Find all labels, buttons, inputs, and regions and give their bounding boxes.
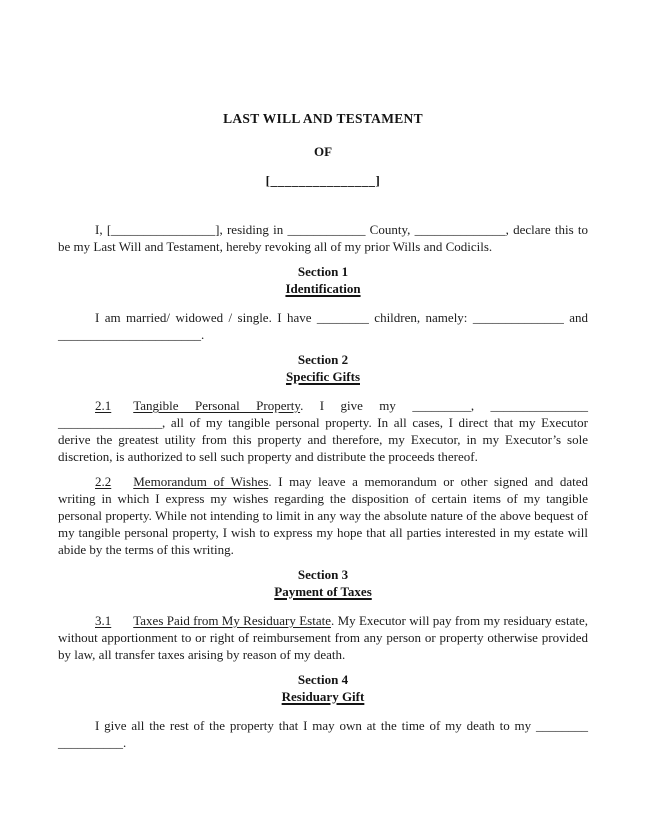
clause-3-1-text: . My Executor will pay from my residuary estate, without apportionment to or right of reimbursement from any person or property otherwise provided by law, all transfer taxes arising by reason of my death. [58, 613, 588, 662]
clause-2-2-text: . I may leave a memorandum or other signed and dated writing in which I express my wishes regarding the disposition of certain items of my tangible personal property. While not intending to limit in any way the absolute nature of the above bequest of my tangible personal property, I wish to express my hope that all parties interested in my estate will abide by the terms of this writing. [58, 474, 589, 557]
section-1-title: Identification [285, 281, 361, 296]
intro-paragraph: I, [________________], residing in ____________ County, ______________, declare this to be my Last Will and Testament, hereby revoking all of my prior Wills and Codicils. [58, 222, 588, 254]
document-title: LAST WILL AND TESTAMENT [223, 111, 423, 126]
section-3-heading [58, 566, 588, 600]
clause-3-1-paragraph [58, 612, 588, 663]
testator-name-blank: [_______________] [265, 173, 381, 188]
section-4-paragraph: I give all the rest of the property that I may own at the time of my death to my ________ __________. [58, 718, 588, 750]
clause-3-1-number: 3.1 [95, 613, 112, 628]
clause-2-1-text: . I give my _________, _______________ ________________, all of my tangible personal property. In all cases, I direct that my Executor derive the greatest utility from this property and therefore, my Executor, in my Executor’s sole discretion, is authorized to sell such property and distribute the proceeds thereof. [58, 398, 588, 464]
section-4-title: Residuary Gift [281, 689, 365, 704]
section-1-label: Section 1 [297, 264, 349, 279]
clause-2-1-number: 2.1 [95, 398, 112, 413]
section-1-paragraph: I am married/ widowed / single. I have ________ children, namely: ______________ and ______________________. [58, 310, 588, 342]
section-4-label: Section 4 [297, 672, 349, 687]
section-1-heading [58, 263, 588, 297]
section-2-heading [58, 351, 588, 385]
section-3-label: Section 3 [297, 567, 349, 582]
clause-2-1-paragraph [58, 397, 588, 465]
section-2-label: Section 2 [297, 352, 349, 367]
clause-2-2-number: 2.2 [95, 474, 112, 489]
section-3-title: Payment of Taxes [274, 584, 372, 599]
clause-3-1-title: Taxes Paid from My Residuary Estate [133, 613, 331, 628]
section-4-heading [58, 671, 588, 705]
clause-2-1-title: Tangible Personal Property [133, 398, 301, 413]
section-2-title: Specific Gifts [285, 369, 360, 384]
of-label: OF [313, 144, 333, 159]
clause-2-2-title: Memorandum of Wishes [133, 474, 269, 489]
clause-2-2-paragraph [58, 473, 588, 558]
